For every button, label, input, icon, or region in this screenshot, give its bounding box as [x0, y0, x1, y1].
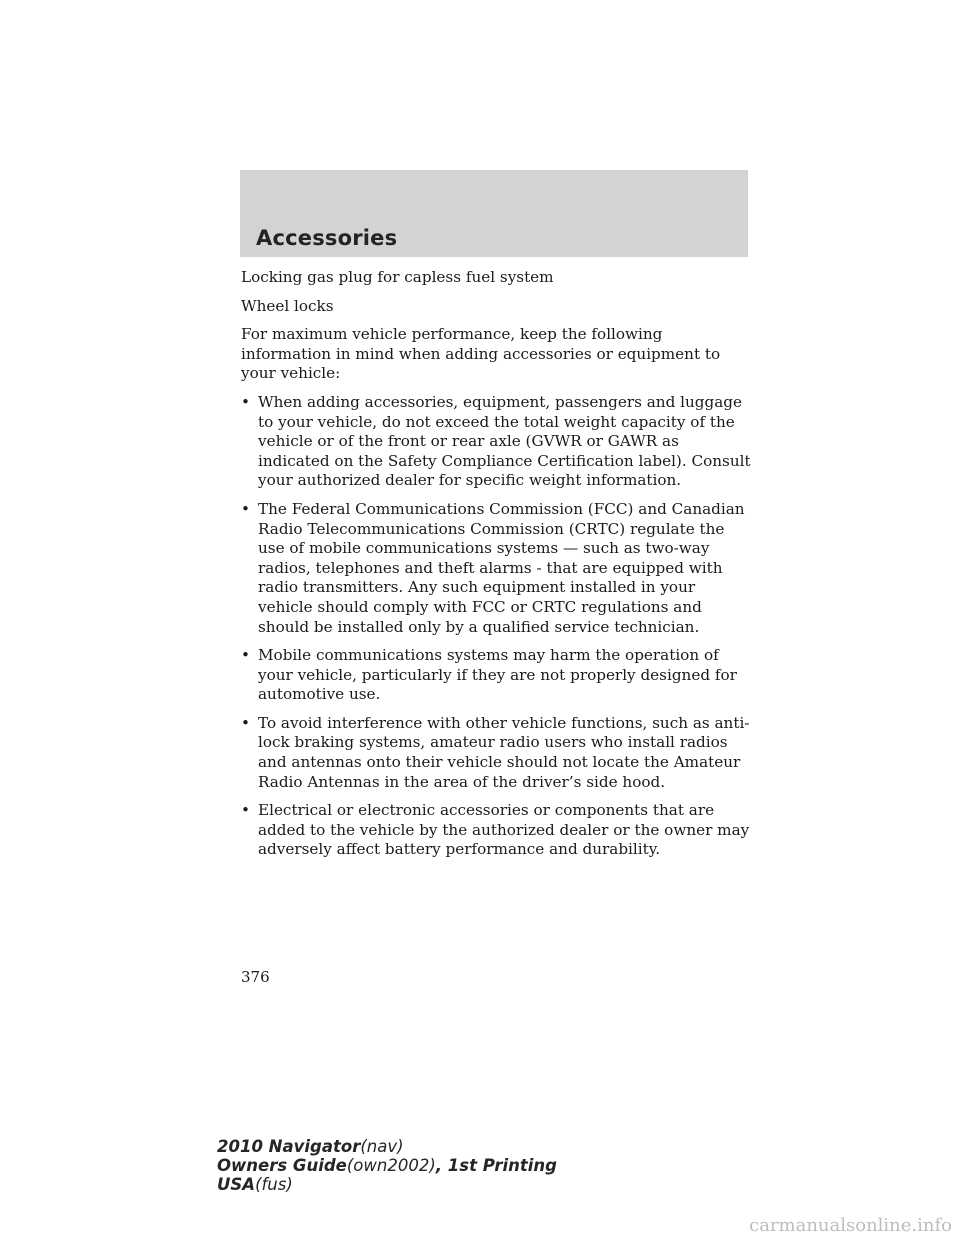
list-item [241, 393, 753, 491]
bullet-text-electrical: Electrical or electronic accessories or components that are added to the vehicle by the authorized dealer or the owner may adversely affect battery performance and durability. [258, 801, 750, 859]
footer-market-code: (fus) [255, 1175, 293, 1194]
bullet-icon: • [241, 713, 250, 732]
section-title: Accessories [256, 226, 398, 250]
footer-guide-code: (own2002) [346, 1156, 436, 1175]
bullet-text-interference: To avoid interference with other vehicle functions, such as anti-lock braking systems, amateur radio users who install radios and antennas onto their vehicle should not locate the Amateur Radio Antennas in the area of the driver’s side hood. [258, 713, 750, 791]
list-item [241, 801, 753, 860]
paragraph-gas-plug: Locking gas plug for capless fuel system [241, 268, 554, 286]
bullet-icon: • [241, 801, 250, 820]
page-number: 376 [241, 968, 270, 986]
list-item [241, 714, 753, 792]
footer-market: USA [217, 1175, 256, 1194]
footer-model: 2010 Navigator [217, 1137, 361, 1156]
bullet-icon: • [241, 392, 250, 411]
bullet-text-fcc: The Federal Communications Commission (FCC) and Canadian Radio Telecommunications Commission (CRTC) regulate the use of mobile communications systems — such as two-way radios, telephones and theft alarms - that are equipped with radio transmitters. Any such equipment installed in your vehicle should comply with FCC or CRTC regulations and should be installed only by a qualified service technician. [258, 499, 745, 636]
footer-model-code: (nav) [360, 1137, 404, 1156]
bullet-icon: • [241, 646, 250, 665]
paragraph-intro: For maximum vehicle performance, keep the following information in mind when adding accessories or equipment to your vehicle: [241, 325, 721, 383]
footer-guide: Owners Guide [217, 1156, 347, 1175]
bullet-text-mobile: Mobile communications systems may harm the operation of your vehicle, particularly if they are not properly designed for automotive use. [258, 646, 737, 704]
print-footer [217, 1137, 557, 1194]
bullet-list [241, 393, 753, 860]
bullet-text-weight: When adding accessories, equipment, passengers and luggage to your vehicle, do not exceed the total weight capacity of the vehicle or of the front or rear axle (GVWR or GAWR as indicated on the Safety Compliance Certification label). Consult your authorized dealer for specific weight information. [258, 392, 751, 490]
list-item [241, 500, 753, 637]
footer-printing: , 1st Printing [435, 1156, 557, 1175]
watermark: carmanualsonline.info [749, 1215, 952, 1236]
footer-line-1 [217, 1137, 557, 1156]
page-body [241, 268, 753, 869]
footer-line-3 [217, 1175, 557, 1194]
footer-line-2 [217, 1156, 557, 1175]
list-item [241, 646, 753, 705]
paragraph-wheel-locks: Wheel locks [241, 296, 334, 315]
bullet-icon: • [241, 499, 250, 518]
